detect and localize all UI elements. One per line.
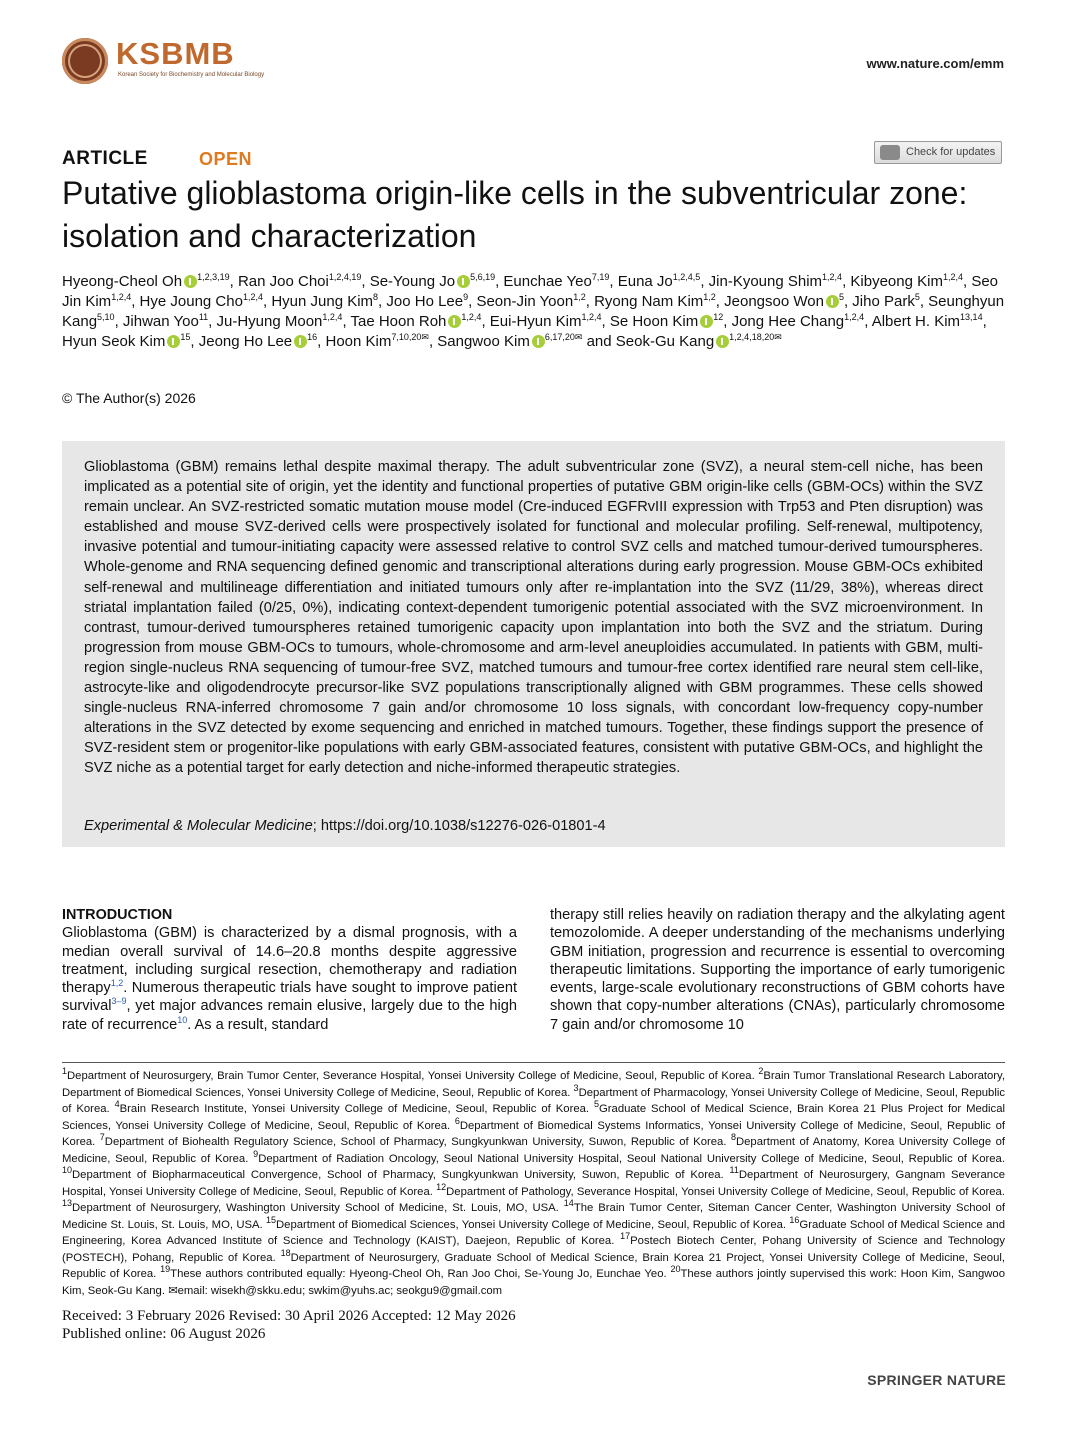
author-list: Hyeong-Cheol Oh $^{1,2,3,19}$, Ran Joo Choi$^{1,2,4,19}$, Se-Young Jo $^{5,6,19}$, Eunchae Yeo$^{7,19}$, Euna Jo$^{1,2,4,5}$, Jin-Kyoung Shim$^{1,2,4}$, Kibyeong Kim$^{1,2,4}$, Seo Jin Kim$^{1,2,4}$, Hye Joung Cho$^{1,2,4}$, Hyun Jung Kim$^8$, Joo Ho Lee$^9$, Seon-Jin Yoon$^{1,2}$, Ryong Nam Kim$^{1,2}$, Jeongsoo Won $^5$, Jiho Park$^5$, Seunghyun Kang$^{5,10}$, Jihwan Yoo$^{11}$, Ju-Hyung Moon$^{1,2,4}$, Tae Hoon Roh $^{1,2,4}$, Eui-Hyun Kim$^{1,2,4}$, Se Hoon Kim $^{12}$, Jong Hee Chang$^{1,2,4}$, Albert H. Kim$^{13,14}$, Hyun Seok Kim $^{15}$, Jeong Ho Lee $^{16}$, Hoon Kim$^{7,10,20✉}$, Sangwoo Kim $^{6,17,20✉}$ and Seok-Gu Kang $^{1,2,4,18,20✉}$ (62, 272, 1005, 350)
copyright-notice: © The Author(s) 2026 (62, 390, 196, 406)
published-online: Published online: 06 August 2026 (62, 1326, 266, 1342)
affiliations (62, 1068, 1005, 1299)
affiliation: $^{19}$These authors contributed equally: Hyeong-Cheol Oh, Ran Joo Choi, Se-Young Jo, Eunchae Yeo. (160, 1264, 671, 1280)
affiliation: $^{14}$The Brain Tumor Center, Siteman Cancer Center, Washington University School of Medicine St. Louis, St. Louis, MO, USA. (62, 1198, 1005, 1231)
affiliation: $^{13}$Department of Neurosurgery, Washington University School of Medicine, St. Louis, MO, USA. (62, 1198, 564, 1214)
intro-text: Glioblastoma (GBM) is characterized by a dismal prognosis, with a median overall survival of 14.6–20.8 months despite aggressive treatment, including surgical resection, chemotherapy and radiation therapy (62, 925, 517, 997)
affiliation: $^8$Department of Anatomy, Korea University College of Medicine, Seoul, Republic of Korea. (62, 1132, 1005, 1165)
journal-name: Experimental & Molecular Medicine (84, 818, 313, 834)
affiliation: $^{17}$Postech Biotech Center, Pohang University of Science and Technology (POSTECH), Pohang, Republic of Korea. (62, 1231, 1005, 1264)
orcid-icon[interactable] (457, 275, 470, 288)
orcid-icon[interactable] (532, 335, 545, 348)
doi-link[interactable]: ; https://doi.org/10.1038/s12276-026-01801-4 (312, 818, 606, 834)
orcid-icon[interactable] (184, 275, 197, 288)
affiliation: $^3$Department of Pharmacology, Yonsei University College of Medicine, Seoul, Republic of Korea. (62, 1082, 1005, 1115)
affiliation: $^{10}$Department of Biopharmaceutical Convergence, School of Pharmacy, Sungkyunkwan University, Suwon, Republic of Korea. (62, 1165, 730, 1181)
check-for-updates-label: Check for updates (906, 146, 996, 158)
affiliation: $^{11}$Department of Neurosurgery, Gangnam Severance Hospital, Yonsei University College of Medicine, Seoul, Republic of Korea. (62, 1165, 1006, 1198)
orcid-icon[interactable] (826, 295, 839, 308)
citation-link[interactable]: 10 (177, 1014, 188, 1025)
orcid-icon[interactable] (167, 335, 180, 348)
affiliation: $^{15}$Department of Biomedical Sciences, Yonsei University College of Medicine, Seoul, Republic of Korea. (266, 1214, 790, 1231)
journal-logo (62, 36, 265, 86)
logo-subtitle: Korean Society for Biochemistry and Molecular Biology (118, 72, 265, 78)
journal-url-link[interactable]: www.nature.com/emm (866, 56, 1004, 71)
intro-text: . Numerous therapeutic trials have sought to improve patient survival (62, 980, 517, 1015)
affiliation: $^{16}$Graduate School of Medical Science and Engineering, Korea Advanced Institute of Science and Technology (KAIST), Daejeon, Republic of Korea. (62, 1214, 1005, 1247)
affiliation: $^{20}$These authors jointly supervised this work: Hoon Kim, Sangwoo Kim, Seok-Gu Kang. ✉email: wisekh@skku.edu; swkim@yuhs.ac; seokgu9@gmail.com (62, 1264, 1005, 1297)
intro-text: . As a result, standard (187, 1016, 329, 1033)
affiliation: $^2$Brain Tumor Translational Research Laboratory, Department of Biomedical Sciences, Yonsei University College of Medicine, Seoul, Republic of Korea. (62, 1066, 1005, 1099)
logo-name: KSBMB (116, 36, 235, 71)
orcid-icon[interactable] (448, 315, 461, 328)
publication-dates (62, 1307, 516, 1343)
affiliation: $^4$Brain Research Institute, Yonsei University College of Medicine, Seoul, Republic of Korea. (114, 1099, 594, 1115)
intro-text: , yet major advances remain elusive, largely due to the high rate of recurrence (62, 998, 517, 1033)
affiliation: $^5$Graduate School of Medical Science, Brain Korea 21 Plus Project for Medical Sciences, Yonsei University College of Medicine, Seoul, Republic of Korea. (62, 1099, 1005, 1132)
affiliation: $^9$Department of Radiation Oncology, Seoul National University Hospital, Seoul National University College of Medicine, Seoul, Republic of Korea. (253, 1148, 1005, 1165)
citation-link[interactable]: 1,2 (110, 978, 124, 989)
received-revised-accepted: Received: 3 February 2026 Revised: 30 April 2026 Accepted: 12 May 2026 (62, 1308, 516, 1324)
citation-link[interactable]: 3–9 (111, 996, 127, 1007)
footnote-divider (62, 1062, 1005, 1063)
affiliation: $^1$Department of Neurosurgery, Brain Tumor Center, Severance Hospital, Yonsei University College of Medicine, Seoul, Republic of Korea. (62, 1066, 759, 1082)
crossmark-icon (880, 145, 900, 160)
affiliation: $^6$Department of Biomedical Systems Informatics, Yonsei University College of Medicine, Seoul, Republic of Korea. (62, 1115, 1005, 1148)
affiliation: $^{18}$Department of Neurosurgery, Graduate School of Medical Science, Brain Korea 21 Project, Yonsei University College of Medicine, Seoul, Republic of Korea. (62, 1247, 1005, 1280)
section-heading-introduction: INTRODUCTION (62, 907, 173, 923)
affiliation: $^7$Department of Biohealth Regulatory Science, School of Pharmacy, Sungkyunkwan University, Suwon, Republic of Korea. (99, 1132, 731, 1148)
orcid-icon[interactable] (700, 315, 713, 328)
abstract-text: Glioblastoma (GBM) remains lethal despite maximal therapy. The adult subventricular zone (SVZ), a neural stem-cell niche, has been implicated as a potential site of origin, yet the identity and functional properties of putative GBM origin-like cells (GBM-OCs) within the SVZ remain unclear. An SVZ-restricted somatic mutation mouse model (Cre-induced EGFRvIII expression with Trp53 and Pten disruption) was established and mouse SVZ-derived cells were prospectively isolated for functional and molecular profiling. Self-renewal, multipotency, invasive potential and tumour-initiating capacity were assessed relative to control SVZ cells and matched tumour-derived tumourspheres. Whole-genome and RNA sequencing defined genomic and transcriptional alterations during early progression. Mouse GBM-OCs exhibited self-renewal and multilineage differentiation and initiated tumours only after re-implantation into the SVZ (11/29, 38%), whereas direct striatal implantation failed (0/25, 0%), indicating context-dependent tumorigenic potential associated with the SVZ microenvironment. In contrast, tumour-derived tumourspheres retained tumorigenic capacity upon implantation into both the SVZ and the striatum. During progression from mouse GBM-OCs to tumours, whole-chromosome and arm-level aneuploidies accumulated. In patients with GBM, multi-region single-nucleus RNA sequencing of tumour-free SVZ, matched tumours and tumour-free cortex identified rare neural stem cell-like, astrocyte-like and oligodendrocyte precursor-like SVZ populations transcriptionally aligned with GBM programmes. These cells showed single-nucleus RNA-inferred chromosome 7 gain and/or chromosome 10 loss signals, with concordant low-frequency copy-number alterations in the SVZ detected by exome sequencing and enriched in matched tumours. Together, these findings support the presence of SVZ-resident stem or progenitor-like populations with early GBM-associated features, consistent with putative GBM-OCs, and highlight the SVZ niche as a potential target for early detection and niche-informed therapeutic strategies. (84, 459, 983, 777)
publisher-logo: SPRINGER NATURE (867, 1372, 1006, 1388)
abstract-box (62, 441, 1005, 847)
article-type-label: ARTICLE (62, 148, 148, 169)
orcid-icon[interactable] (294, 335, 307, 348)
intro-right-column: therapy still relies heavily on radiation therapy and the alkylating agent temozolomide. A deeper understanding of the mechanisms underlying GBM initiation, progression and recurrence is essential to overcoming therapeutic limitations. Supporting the importance of early tumorigenic events, large-scale evolutionary reconstructions of GBM cohorts have shown that copy-number alterations (CNAs), particularly chromosome 7 gain and/or chromosome 10 (550, 907, 1005, 1033)
ksbmb-seal-icon (62, 38, 108, 84)
orcid-icon[interactable] (716, 335, 729, 348)
abstract-citation (84, 818, 606, 834)
affiliation: $^{12}$Department of Pathology, Severance Hospital, Yonsei University College of Medicine, Seoul, Republic of Korea. (436, 1181, 1005, 1198)
intro-left-column (62, 906, 517, 1034)
paper-title: Putative glioblastoma origin-like cells in the subventricular zone: isolation and characterization (62, 175, 968, 254)
check-for-updates-button[interactable] (874, 141, 1002, 164)
open-access-label: OPEN (199, 149, 253, 169)
